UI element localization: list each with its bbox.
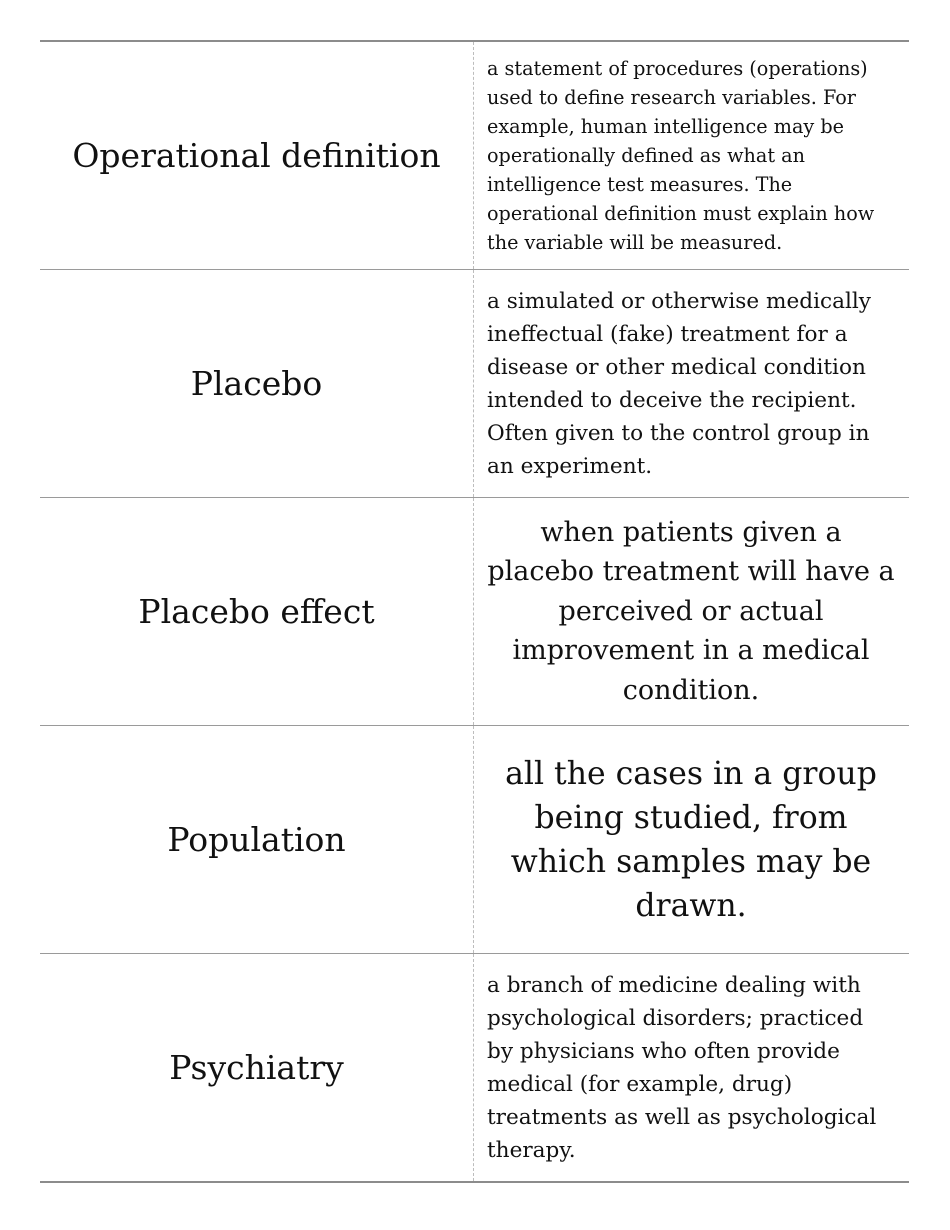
flashcard-sheet: [40, 40, 909, 1183]
flashcard-definition-text: a statement of procedures (operations) used to define research variables. For example, human intelligence may be operationally defined as what an intelligence test measures. The operational definition must explain how the variable will be measured.: [487, 57, 875, 254]
flashcard: [40, 726, 909, 954]
flashcard-definition-text: a simulated or otherwise medically ineffectual (fake) treatment for a disease or other medical condition intended to deceive the recipient. Often given to the control group in an experiment.: [487, 288, 871, 479]
flashcard-definition: [474, 270, 909, 497]
flashcard-term: Operational definition: [40, 42, 474, 269]
flashcard-definition: [474, 42, 909, 269]
flashcard: [40, 42, 909, 270]
flashcard-definition-text: when patients given a placebo treatment will have a perceived or actual improvement in a medical condition.: [487, 516, 895, 706]
flashcard-definition: [474, 726, 909, 953]
flashcard-definition: [474, 954, 909, 1181]
flashcard: [40, 270, 909, 498]
flashcard-definition-text: a branch of medicine dealing with psychological disorders; practiced by physicians who often provide medical (for example, drug) treatments as well as psychological therapy.: [487, 972, 877, 1163]
flashcard-term: Placebo effect: [40, 498, 474, 725]
flashcard: [40, 954, 909, 1183]
flashcard-definition-text: all the cases in a group being studied, from which samples may be drawn.: [505, 755, 877, 924]
flashcard: [40, 498, 909, 726]
flashcard-term: Population: [40, 726, 474, 953]
flashcard-term: Psychiatry: [40, 954, 474, 1181]
flashcard-term: Placebo: [40, 270, 474, 497]
flashcard-definition: [474, 498, 909, 725]
